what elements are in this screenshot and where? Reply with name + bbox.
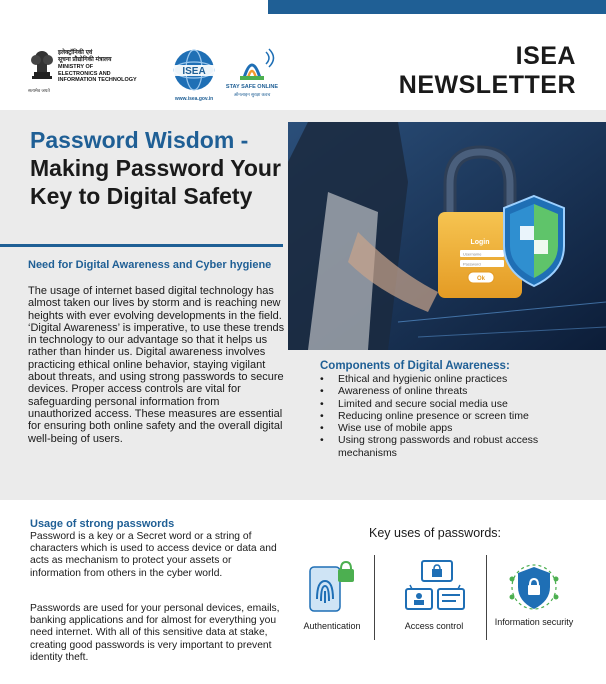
newsletter-title-line1: ISEA bbox=[515, 42, 576, 70]
article-body: The usage of internet based digital technology has almost taken our lives by storm and is reaching new heights with ever evolving developments in the field. ‘Digital Awareness’ is imperative, to use these trends in technology to our advantage so that it helps us rather than hinder us. Digital awareness involves practicing ethical online behavior, staying vigilant about threats, and using strong passwords to secure devices. Proper access controls are vital for safeguarding personal information from unauthorized access. These measures are essential for ensuring both online safety and the overall digital well-being of users. bbox=[28, 285, 285, 445]
ok-label: Ok bbox=[476, 276, 486, 282]
section-sub-heading: Need for Digital Awareness and Cyber hygiene bbox=[28, 259, 272, 271]
lock-scene-graphic bbox=[288, 122, 606, 350]
list-item: • Reducing online presence or screen time bbox=[320, 410, 590, 422]
meity-logo bbox=[28, 46, 148, 96]
isea-url: www.isea.gov.in bbox=[174, 96, 214, 102]
article-headline bbox=[30, 126, 290, 210]
access-control-icon bbox=[402, 559, 466, 615]
isea-globe-icon bbox=[164, 44, 224, 96]
newsletter-header bbox=[0, 14, 606, 110]
ministry-name-english: MINISTRY OF ELECTRONICS AND INFORMATION TECHNOLOGY bbox=[58, 64, 137, 83]
national-emblem-icon bbox=[28, 46, 56, 84]
password-usage-section bbox=[0, 500, 606, 684]
main-article-section bbox=[0, 110, 606, 500]
stay-safe-online-text: STAY SAFE ONLINE bbox=[225, 84, 279, 90]
headline-main: Making Password Your Key to Digital Safety bbox=[30, 155, 281, 209]
list-item: • Ethical and hygienic online practices bbox=[320, 373, 590, 385]
authentication-label: Authentication bbox=[303, 621, 361, 631]
divider bbox=[374, 555, 375, 640]
components-list bbox=[320, 373, 590, 459]
isea-logo-text: ISEA bbox=[182, 66, 206, 77]
list-item: • Limited and secure social media use bbox=[320, 398, 590, 410]
headline-highlight: Password Wisdom - bbox=[30, 127, 249, 153]
ministry-name-hindi: इलेक्ट्रॉनिकी एवं सूचना प्रौद्योगिकी मंत्रालय bbox=[58, 50, 112, 63]
key-use-authentication bbox=[296, 555, 368, 640]
key-use-access-control bbox=[396, 555, 472, 640]
key-use-information-security bbox=[496, 555, 572, 640]
shield-lock-icon bbox=[504, 559, 564, 615]
components-list-block bbox=[320, 360, 590, 459]
stay-safe-online-logo bbox=[222, 44, 282, 106]
information-security-label: Information security bbox=[494, 617, 574, 627]
username-placeholder: Username bbox=[463, 251, 482, 257]
wifi-lock-icon bbox=[222, 44, 282, 84]
list-item: • Using strong passwords and robust access mechanisms bbox=[320, 434, 590, 459]
login-title: Login bbox=[470, 239, 490, 246]
emblem-motto: सत्यमेव जयते bbox=[28, 88, 50, 93]
top-accent-bar bbox=[268, 0, 606, 14]
password-placeholder: Password bbox=[463, 261, 481, 267]
headline-divider bbox=[0, 244, 283, 247]
usage-heading: Usage of strong passwords bbox=[30, 518, 175, 530]
list-item: • Wise use of mobile apps bbox=[320, 422, 590, 434]
fingerprint-lock-icon bbox=[302, 559, 362, 615]
components-title: Components of Digital Awareness: bbox=[320, 360, 510, 372]
key-uses-title: Key uses of passwords: bbox=[368, 526, 501, 540]
usage-paragraph-2: Passwords are used for your personal devices, emails, banking applications and for almost for everything you need internet. With all of this sensitive data at stake, creating good passwords is very important to prevent identity theft. bbox=[30, 603, 280, 663]
divider bbox=[486, 555, 487, 640]
stay-safe-online-hindi: ऑनलाइन सुरक्षा कवच bbox=[233, 92, 271, 97]
password-lock-illustration bbox=[288, 122, 606, 350]
newsletter-title-line2: NEWSLETTER bbox=[398, 71, 576, 99]
list-item: • Awareness of online threats bbox=[320, 385, 590, 397]
isea-logo bbox=[164, 44, 224, 106]
access-control-label: Access control bbox=[404, 621, 464, 631]
newsletter-title bbox=[399, 42, 576, 100]
usage-paragraph-1: Password is a key or a Secret word or a string of characters which is used to access device or data and acts as mechanism to protect your assets or information from others in the cyber world. bbox=[30, 531, 277, 579]
